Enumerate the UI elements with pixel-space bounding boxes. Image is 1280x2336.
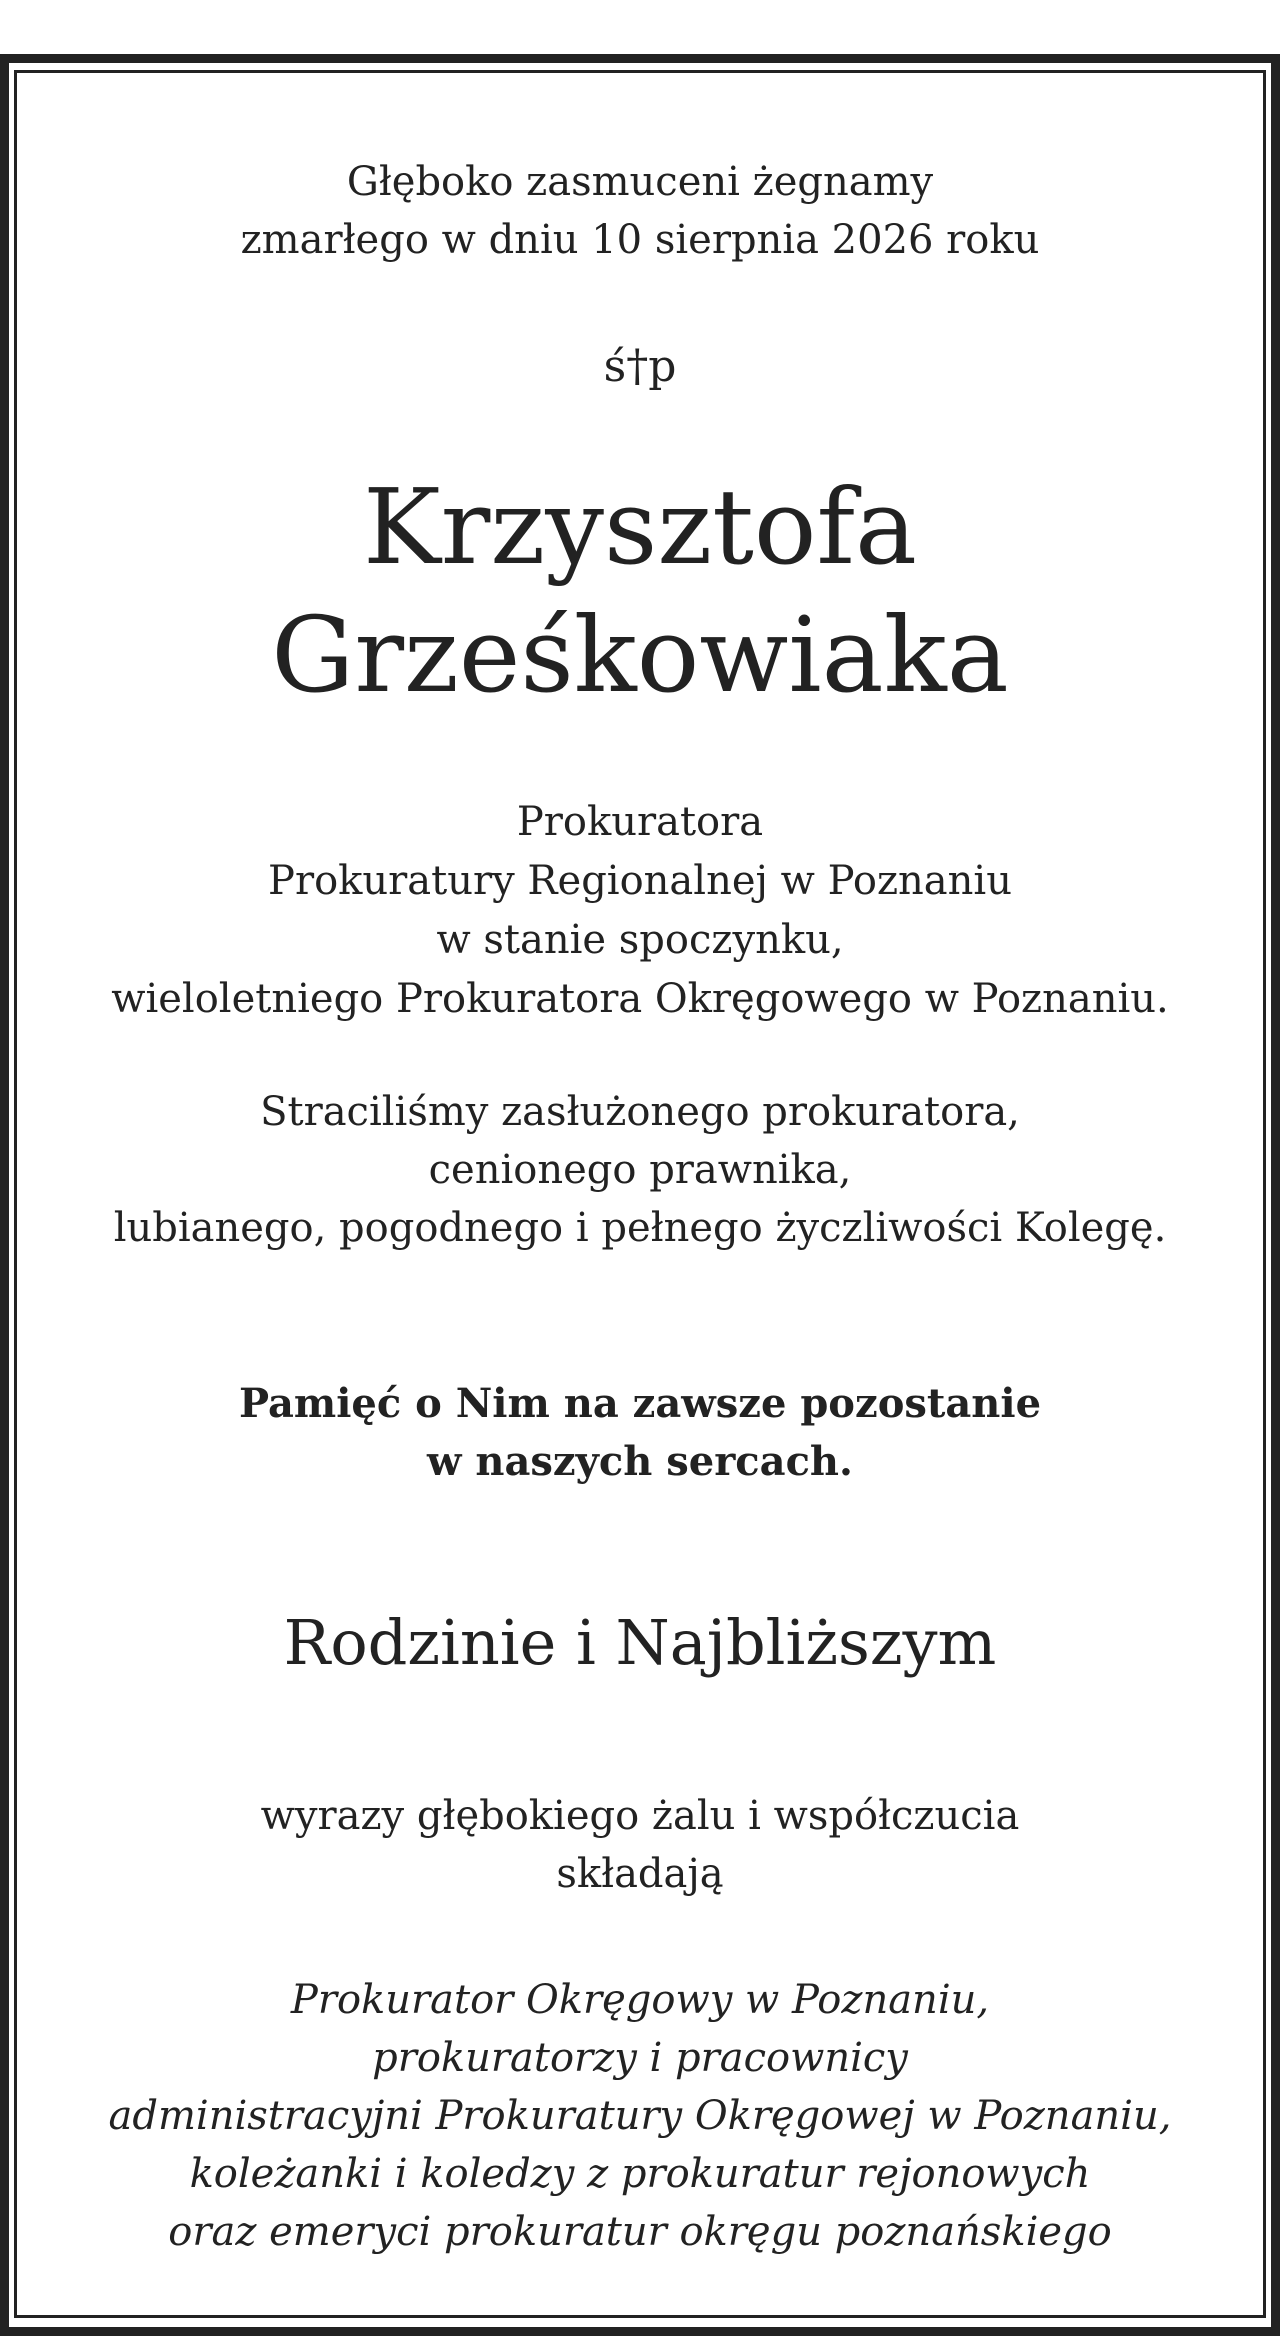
condolence-line-2: składają xyxy=(556,1851,724,1897)
signers-line-5: oraz emeryci prokuratur okręgu poznańskiego xyxy=(168,2209,1112,2255)
tribute-text xyxy=(17,1083,1263,1257)
role-line-3: w stanie spoczynku, xyxy=(436,917,844,963)
intro-line-2: zmarłego w dniu 10 sierpnia 2026 roku xyxy=(240,217,1040,263)
family-heading: Rodzinie i Najbliższym xyxy=(283,1606,997,1679)
memory-line-1: Pamięć o Nim na zawsze pozostanie xyxy=(238,1380,1042,1427)
cross-abbreviation: ś†p xyxy=(603,341,677,392)
deceased-name xyxy=(17,463,1263,719)
intro-line-1: Głęboko zasmuceni żegnamy xyxy=(346,159,934,205)
signers-text xyxy=(17,1971,1263,2261)
tribute-line-2: cenionego prawnika, xyxy=(428,1147,852,1193)
tribute-line-3: lubianego, pogodnego i pełnego życzliwości Kolegę. xyxy=(113,1205,1167,1251)
signers-line-1: Prokurator Okręgowy w Poznaniu, xyxy=(290,1977,990,2023)
memory-text xyxy=(17,1375,1263,1491)
signers-line-4: koleżanki i koledzy z prokuratur rejonowych xyxy=(189,2151,1091,2197)
intro-text xyxy=(17,153,1263,269)
role-line-4: wieloletniego Prokuratora Okręgowego w Poznaniu. xyxy=(111,976,1169,1022)
role-line-1: Prokuratora xyxy=(516,799,764,845)
signers-line-3: administracyjni Prokuratury Okręgowej w Poznaniu, xyxy=(108,2093,1172,2139)
memory-line-2: w naszych sercach. xyxy=(427,1438,853,1485)
tribute-line-1: Straciliśmy zasłużonego prokuratora, xyxy=(260,1089,1020,1135)
condolence-line-1: wyrazy głębokiego żalu i współczucia xyxy=(260,1793,1020,1839)
condolence-text xyxy=(17,1787,1263,1903)
deceased-last-name: Grześkowiaka xyxy=(271,594,1009,716)
signers-line-2: prokuratorzy i pracownicy xyxy=(372,2035,908,2081)
deceased-first-name: Krzysztofa xyxy=(362,466,918,588)
deceased-role xyxy=(17,793,1263,1029)
role-line-2: Prokuratury Regionalnej w Poznaniu xyxy=(268,858,1012,904)
